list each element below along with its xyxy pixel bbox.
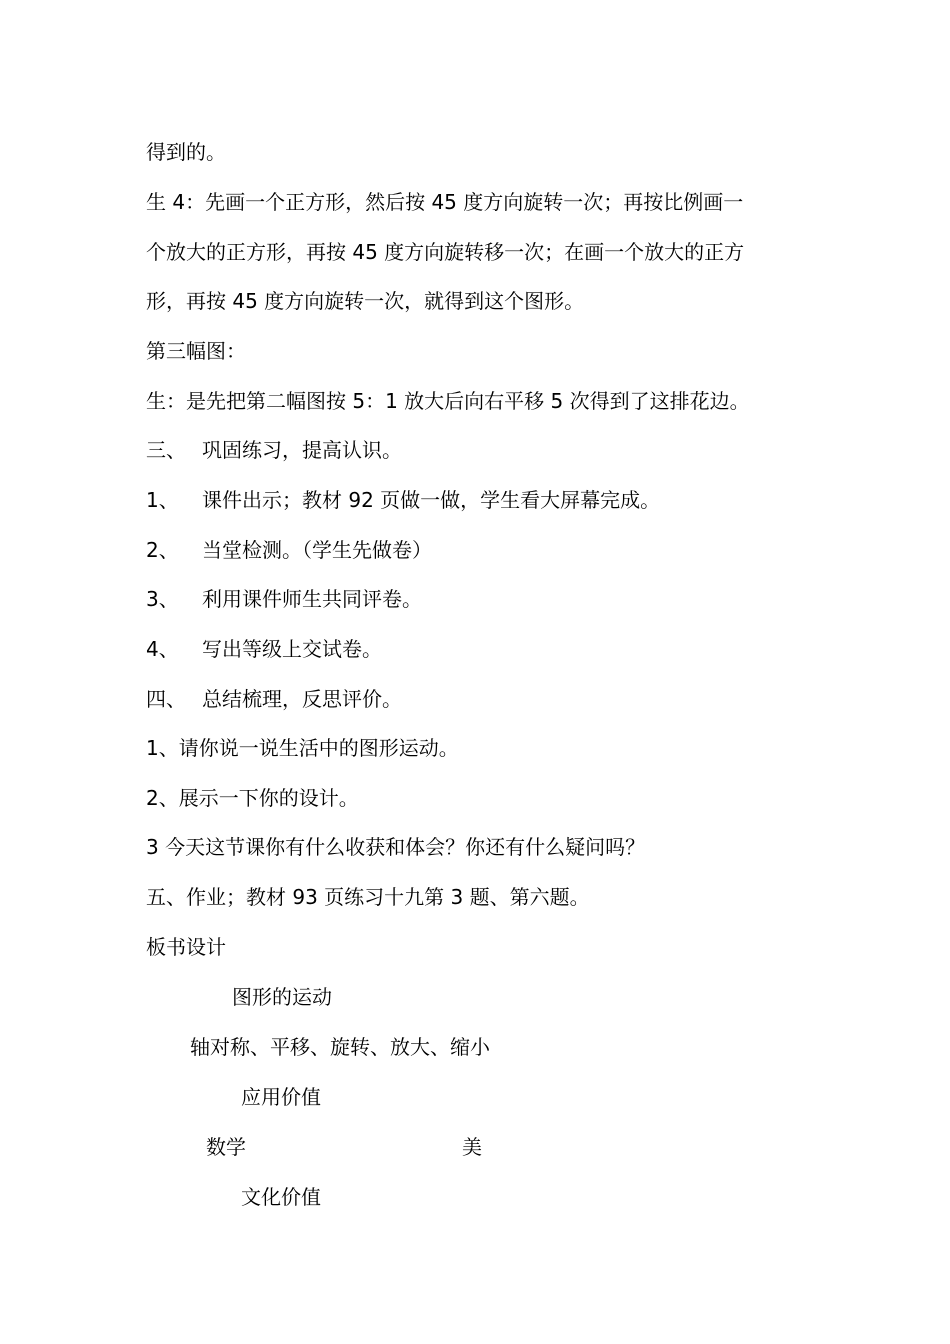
board-motions: 轴对称、平移、旋转、放大、缩小 — [190, 1035, 490, 1059]
board-heading: 板书设计 — [146, 935, 226, 959]
board-cultural-value: 文化价值 — [241, 1185, 321, 1209]
step-4-number: 4、 — [146, 637, 179, 661]
step-2-number: 2、 — [146, 538, 179, 562]
paragraph-3: 个放大的正方形，再按 45 度方向旋转移一次；在画一个放大的正方 — [146, 240, 745, 264]
summary-item-1: 1、请你说一说生活中的图形运动。 — [146, 736, 459, 760]
paragraph-6: 生：是先把第二幅图按 5：1 放大后向右平移 5 次得到了这排花边。 — [146, 389, 750, 413]
section-3-number: 三、 — [146, 438, 186, 462]
paragraph-1: 得到的。 — [146, 140, 226, 164]
homework: 五、作业；教材 93 页练习十九第 3 题、第六题。 — [146, 885, 590, 909]
paragraph-2: 生 4：先画一个正方形，然后按 45 度方向旋转一次；再按比例画一 — [146, 190, 744, 214]
section-3-title: 巩固练习，提高认识。 — [202, 438, 402, 462]
step-3 — [146, 586, 422, 612]
step-3-text: 利用课件师生共同评卷。 — [202, 587, 422, 611]
board-applied-value: 应用价值 — [241, 1085, 321, 1109]
summary-item-3: 3 今天这节课你有什么收获和体会？你还有什么疑问吗？ — [146, 835, 646, 859]
step-1 — [146, 487, 660, 513]
step-1-text: 课件出示；教材 92 页做一做，学生看大屏幕完成。 — [202, 488, 661, 512]
step-2-text: 当堂检测。（学生先做卷） — [202, 538, 432, 562]
step-3-number: 3、 — [146, 587, 179, 611]
board-title: 图形的运动 — [232, 985, 332, 1009]
section-4-heading — [146, 686, 402, 712]
step-4-text: 写出等级上交试卷。 — [202, 637, 382, 661]
paragraph-5: 第三幅图： — [146, 339, 246, 363]
summary-item-2: 2、展示一下你的设计。 — [146, 786, 359, 810]
section-4-title: 总结梳理，反思评价。 — [202, 687, 402, 711]
step-1-number: 1、 — [146, 488, 179, 512]
step-4 — [146, 636, 382, 662]
section-3-heading — [146, 437, 402, 463]
step-2 — [146, 537, 432, 563]
paragraph-4: 形，再按 45 度方向旋转一次，就得到这个图形。 — [146, 289, 585, 313]
board-math: 数学 — [206, 1135, 246, 1159]
board-beauty: 美 — [462, 1135, 482, 1159]
section-4-number: 四、 — [146, 687, 186, 711]
